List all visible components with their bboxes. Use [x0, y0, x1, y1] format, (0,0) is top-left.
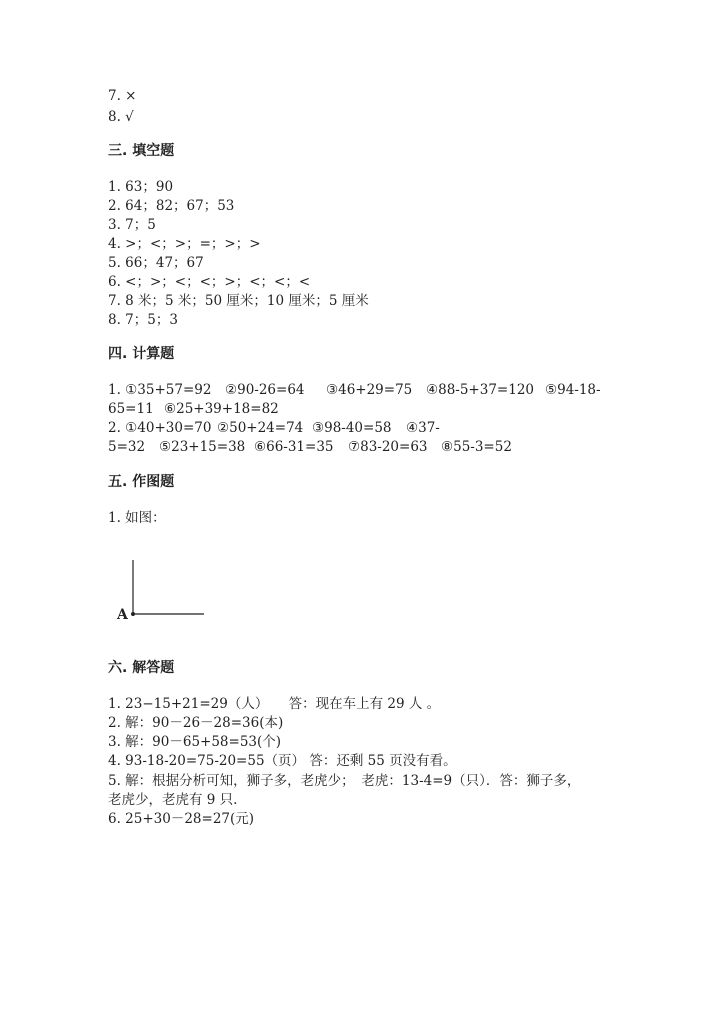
- point-label-a: A: [117, 607, 128, 623]
- calc-item: ③98-40=58: [312, 420, 392, 436]
- fill-answer-1: 1. 63；90: [108, 179, 174, 195]
- judge-answer-7: 7. ×: [108, 88, 137, 104]
- fill-answer-7: 7. 8 米；5 米；50 厘米；10 厘米；5 厘米: [108, 293, 369, 309]
- calc-item: 5=32: [108, 439, 146, 455]
- solution-answer-3: 3. 解：90－65+58=53(个): [108, 734, 282, 750]
- judge-answer-8: 8. √: [108, 109, 134, 125]
- right-angle-figure: [108, 556, 218, 630]
- calc-item: ⑥25+39+18=82: [164, 401, 279, 417]
- calc-item: ④88-5+37=120: [426, 382, 534, 398]
- solution-answer-5: 5. 解：根据分析可知，狮子多，老虎少； 老虎：13-4=9（只）．答：狮子多，: [108, 773, 581, 789]
- fill-answer-4: 4. >；<；>；=；>；>: [108, 236, 261, 252]
- section-heading-word-problems: 六. 解答题: [108, 660, 175, 676]
- calc-item: ④37-: [406, 420, 440, 436]
- section-heading-fill-blank: 三. 填空题: [108, 143, 175, 159]
- calc-item: ③46+29=75: [326, 382, 413, 398]
- calc-item: ②50+24=74: [217, 420, 304, 436]
- calc-item: ⑦83-20=63: [348, 439, 428, 455]
- fill-answer-2: 2. 64；82；67；53: [108, 198, 235, 214]
- solution-answer-4: 4. 93-18-20=75-20=55（页） 答：还剩 55 页没有看。: [108, 753, 457, 769]
- right-angle-drawing: [108, 556, 218, 626]
- calc-item: ⑤94-18-: [545, 382, 601, 398]
- calc-item: 65=11: [108, 401, 154, 417]
- solution-answer-1: 1. 23−15+21=29（人） 答：现在车上有 29 人 。: [108, 696, 441, 712]
- calc-item: ⑧55-3=52: [441, 439, 512, 455]
- fill-answer-6: 6. <；>；<；<；>；<；<；<: [108, 274, 311, 290]
- calc-item: ⑤23+15=38: [159, 439, 246, 455]
- solution-answer-2: 2. 解：90－26－28=36(本): [108, 715, 284, 731]
- drawing-answer-1: 1. 如图：: [108, 510, 166, 526]
- calc-item: 1. ①35+57=92: [108, 382, 212, 398]
- section-heading-drawing: 五. 作图题: [108, 474, 175, 490]
- solution-answer-5-cont: 老虎少，老虎有 9 只.: [108, 792, 238, 808]
- fill-answer-3: 3. 7；5: [108, 217, 156, 233]
- fill-answer-8: 8. 7；5；3: [108, 312, 178, 328]
- calc-item: ②90-26=64: [225, 382, 305, 398]
- solution-answer-6: 6. 25+30－28=27(元): [108, 811, 255, 827]
- calc-item: ⑥66-31=35: [254, 439, 334, 455]
- calc-item: 2. ①40+30=70: [108, 420, 212, 436]
- vertex-point: [131, 612, 135, 616]
- section-heading-calculation: 四. 计算题: [108, 346, 175, 362]
- fill-answer-5: 5. 66；47；67: [108, 255, 204, 271]
